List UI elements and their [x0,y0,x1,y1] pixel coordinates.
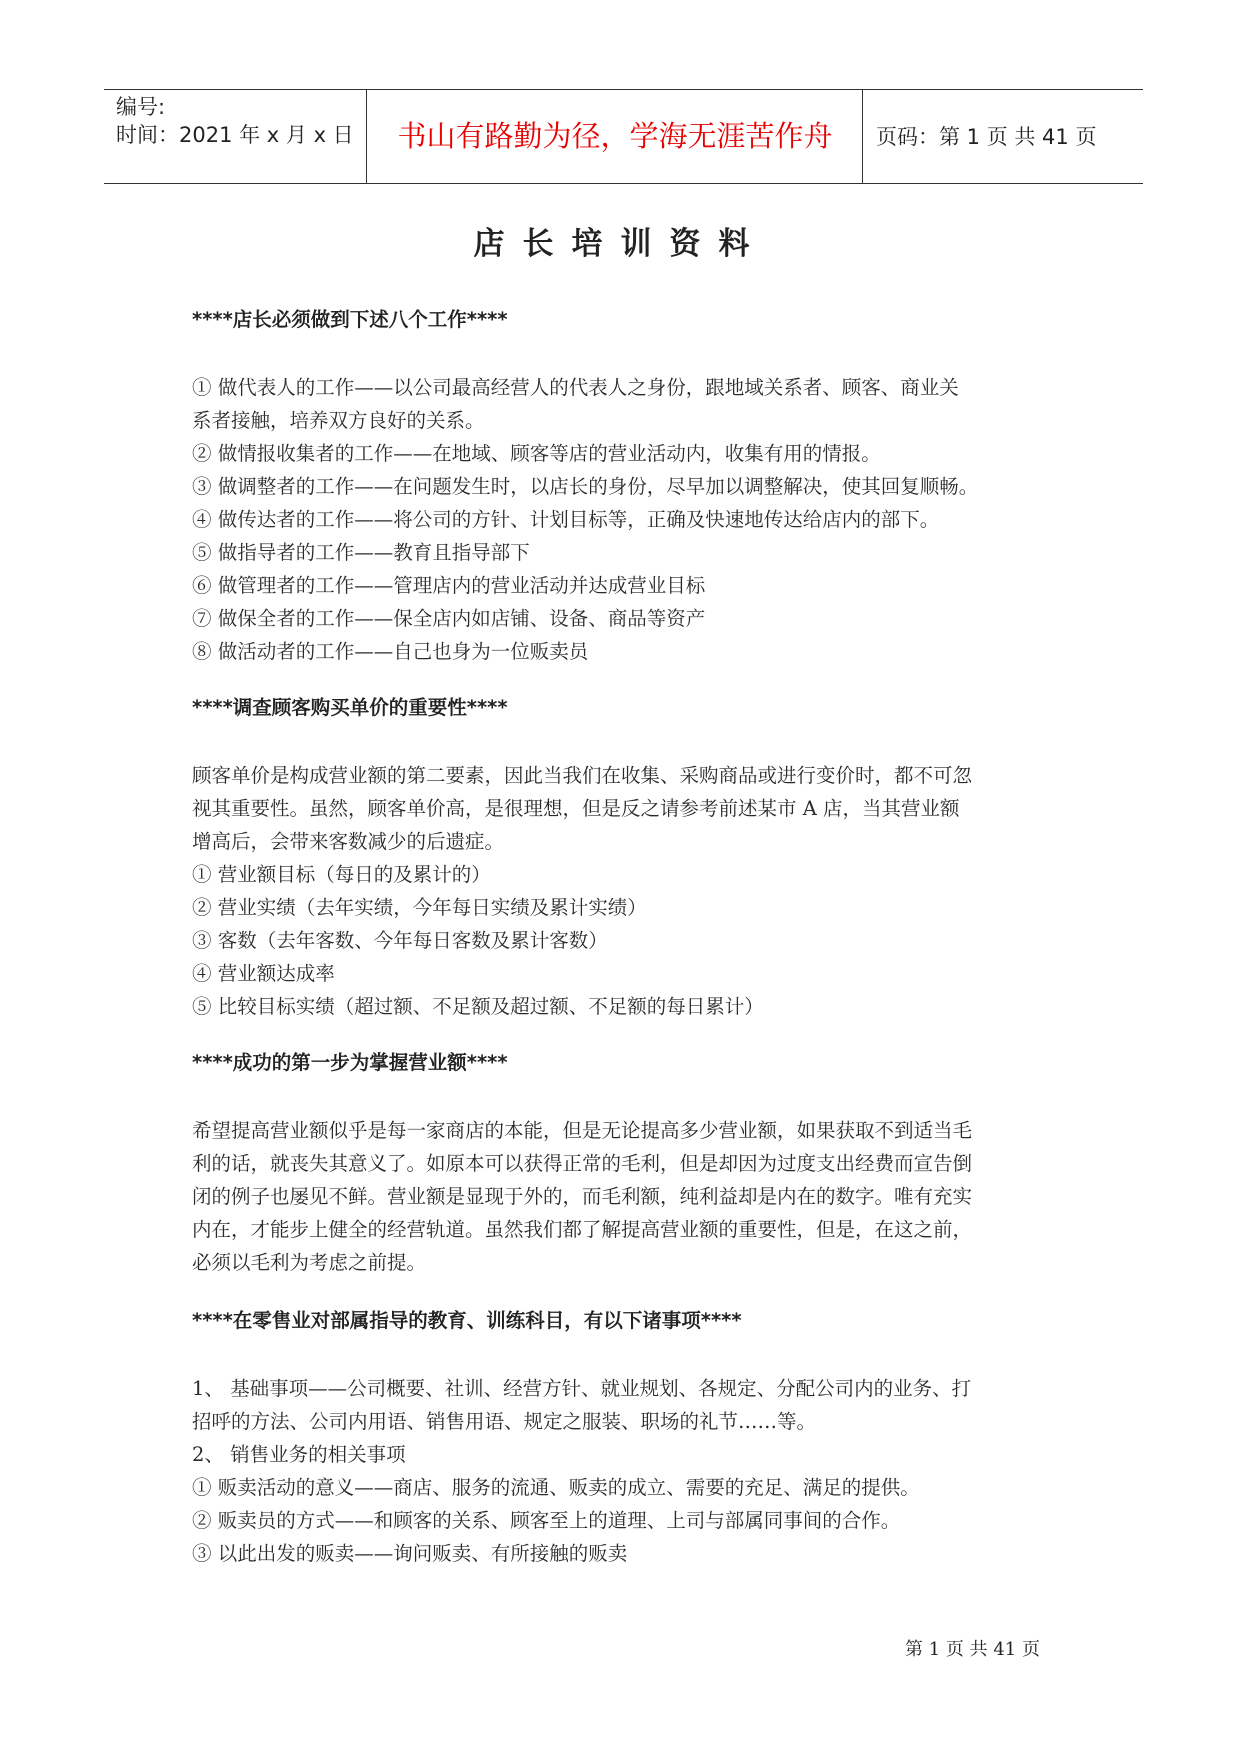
document-date-label: 时间：2021 年 x 月 x 日 [116,123,354,147]
list-item: ④ 做传达者的工作——将公司的方针、计划目标等，正确及快速地传达给店内的部下。 [192,508,940,531]
section-body [192,371,1057,668]
section-heading: ****调查顾客购买单价的重要性**** [192,696,508,719]
page-footer: 第 1 页 共 41 页 [905,1639,1040,1660]
list-item: ④ 营业额达成率 [192,962,335,985]
header-info-cell [104,90,367,183]
list-item: ② 做情报收集者的工作——在地域、顾客等店的营业活动内，收集有用的情报。 [192,442,881,465]
section-body [192,1114,1057,1279]
list-item: 系者接触，培养双方良好的关系。 [192,409,485,432]
list-item: 招呼的方法、公司内用语、销售用语、规定之服装、职场的礼节……等。 [192,1410,817,1433]
section-body [192,1372,1057,1570]
header-page-cell [864,90,1143,183]
list-item: ① 做代表人的工作——以公司最高经营人的代表人之身份，跟地域关系者、顾客、商业关 [192,376,959,399]
section-heading: ****在零售业对部属指导的教育、训练科目，有以下诸事项**** [192,1309,742,1332]
document-header [104,89,1143,184]
list-item: ⑤ 比较目标实绩（超过额、不足额及超过额、不足额的每日累计） [192,995,764,1018]
list-item: ③ 以此出发的贩卖——询问贩卖、有所接触的贩卖 [192,1542,628,1565]
list-item: ⑤ 做指导者的工作——教育且指导部下 [192,541,530,564]
list-item: ⑦ 做保全者的工作——保全店内如店铺、设备、商品等资产 [192,607,706,630]
list-item: ③ 做调整者的工作——在问题发生时，以店长的身份，尽早加以调整解决，使其回复顺畅。 [192,475,979,498]
header-motto-cell [368,90,863,183]
list-item: ① 营业额目标（每日的及累计的） [192,863,491,886]
paragraph-line: 视其重要性。虽然，顾客单价高，是很理想，但是反之请参考前述某市 A 店，当其营业额 [192,797,960,820]
list-item: ② 贩卖员的方式——和顾客的关系、顾客至上的道理、上司与部属同事间的合作。 [192,1509,901,1532]
list-item: ⑥ 做管理者的工作——管理店内的营业活动并达成营业目标 [192,574,706,597]
header-page-label: 页码：第 1 页 共 41 页 [876,125,1097,149]
section-heading: ****店长必须做到下述八个工作**** [192,308,508,331]
section-body [192,759,1057,1023]
paragraph-line: 顾客单价是构成营业额的第二要素，因此当我们在收集、采购商品或进行变价时，都不可忽 [192,764,973,787]
list-item: ② 营业实绩（去年实绩，今年每日实绩及累计实绩） [192,896,647,919]
paragraph-line: 增高后，会带来客数减少的后遗症。 [192,830,505,853]
list-item: ① 贩卖活动的意义——商店、服务的流通、贩卖的成立、需要的充足、满足的提供。 [192,1476,920,1499]
header-motto: 书山有路勤为径，学海无涯苦作舟 [397,119,833,153]
list-item: 2、 销售业务的相关事项 [192,1443,406,1466]
paragraph-line: 内在，才能步上健全的经营轨道。虽然我们都了解提高营业额的重要性，但是，在这之前， [192,1218,973,1241]
paragraph-line: 必须以毛利为考虑之前提。 [192,1251,427,1274]
list-item: 1、 基础事项——公司概要、社训、经营方针、就业规划、各规定、分配公司内的业务、打 [192,1377,972,1400]
list-item: ③ 客数（去年客数、今年每日客数及累计客数） [192,929,608,952]
document-number-label: 编号: [116,95,166,119]
paragraph-line: 利的话，就丧失其意义了。如原本可以获得正常的毛利，但是却因为过度支出经费而宣告倒 [192,1152,973,1175]
paragraph-line: 闭的例子也屡见不鲜。营业额是显现于外的，而毛利额，纯利益却是内在的数字。唯有充实 [192,1185,973,1208]
list-item: ⑧ 做活动者的工作——自己也身为一位贩卖员 [192,640,589,663]
section-heading: ****成功的第一步为掌握营业额**** [192,1051,508,1074]
paragraph-line: 希望提高营业额似乎是每一家商店的本能，但是无论提高多少营业额，如果获取不到适当毛 [192,1119,973,1142]
document-title: 店长培训资料 [473,226,768,262]
